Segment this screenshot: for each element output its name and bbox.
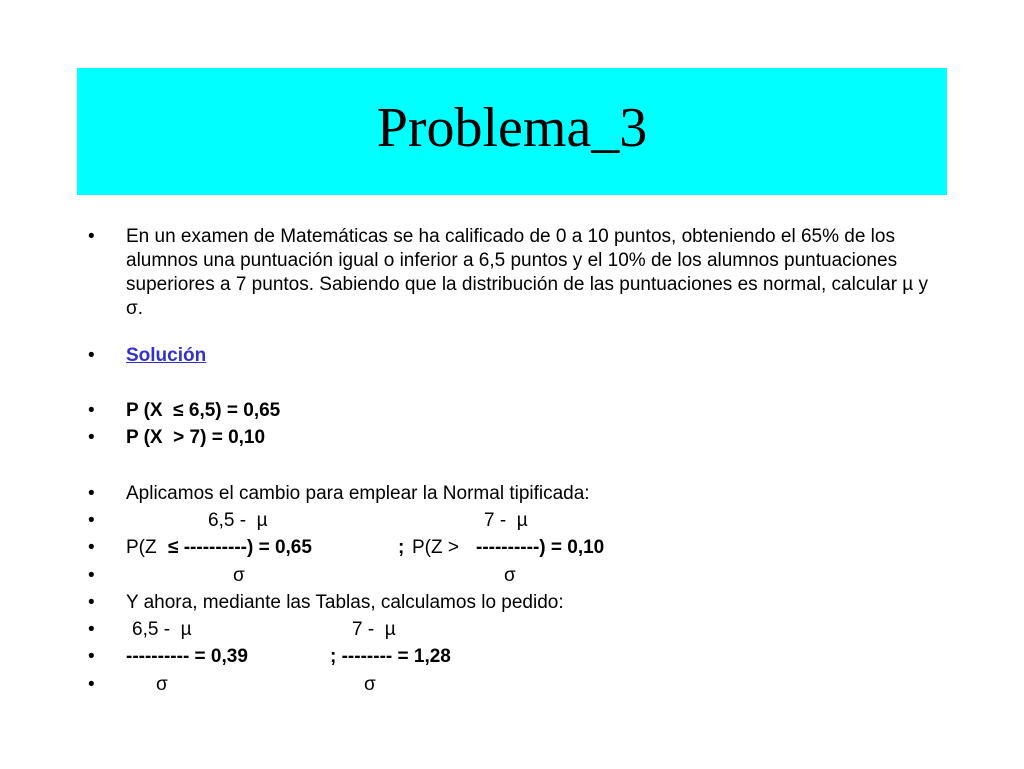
problem-statement: En un examen de Matemáticas se ha calificado de 0 a 10 puntos, obteniendo el 65% de los alumnos una puntuación igual o inferior a 6,5 puntos y el 10% de los alumnos puntuaciones superiores a 7 puntos. Sabiendo que la distribución de las puntuaciones es normal, calcular µ y σ.: [126, 226, 929, 319]
numerator-right: 7 - µ: [484, 510, 528, 531]
result-left: ---------- = 0,39: [126, 646, 248, 667]
bullet: •: [88, 510, 95, 531]
denominator-left: σ: [156, 674, 168, 695]
slide-title: Problema_3: [376, 96, 648, 159]
result-right: ; -------- = 1,28: [330, 646, 451, 667]
probability-2: P (X > 7) = 0,10: [126, 427, 266, 448]
tablas-text: Y ahora, mediante las Tablas, calculamos lo pedido:: [126, 592, 564, 613]
equation-1-prefix: P(Z: [126, 537, 162, 558]
denominator-right: σ: [364, 674, 376, 695]
bullet: •: [88, 400, 95, 421]
equation-1-left: ≤ ----------) = 0,65: [168, 537, 312, 558]
denominator-left: σ: [233, 565, 245, 586]
equation-separator: ;: [398, 537, 410, 558]
bullet: •: [88, 483, 95, 504]
bullet: •: [88, 674, 95, 695]
equation-1-right: ----------) = 0,10: [476, 537, 605, 558]
title-banner: [77, 68, 947, 195]
bullet: •: [88, 345, 95, 366]
bullet: •: [88, 619, 95, 640]
numerator-left: 6,5 - µ: [208, 510, 268, 531]
bullet: •: [88, 592, 95, 613]
bullet: •: [88, 537, 95, 558]
denominator-right: σ: [504, 565, 516, 586]
bullet: •: [88, 427, 95, 448]
numerator-right: 7 - µ: [352, 619, 396, 640]
solucion-link[interactable]: Solución: [126, 345, 207, 366]
bullet: •: [88, 565, 95, 586]
aplicamos-text: Aplicamos el cambio para emplear la Normal tipificada:: [126, 483, 590, 504]
bullet: •: [88, 646, 95, 667]
numerator-left: 6,5 - µ: [132, 619, 192, 640]
denominator-row-2: [0, 673, 1024, 769]
equation-2-prefix: P(Z >: [412, 537, 465, 558]
bullet: •: [88, 226, 95, 247]
probability-1: P (X ≤ 6,5) = 0,65: [126, 400, 281, 421]
